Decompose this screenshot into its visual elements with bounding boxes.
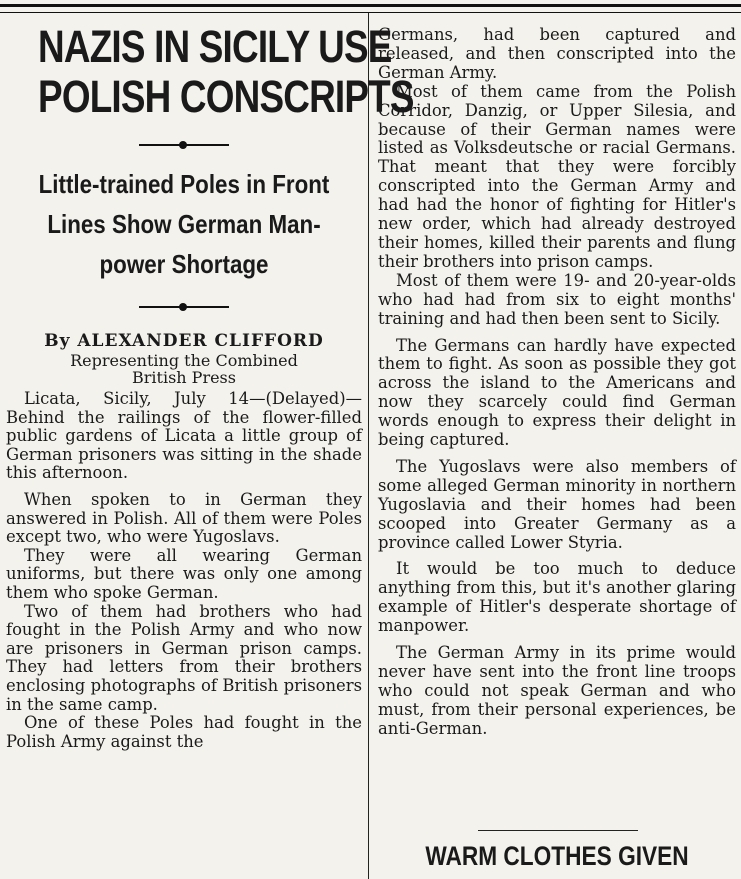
credit-line-1: Representing the Combined bbox=[70, 351, 298, 370]
section-rule bbox=[478, 830, 638, 831]
right-column bbox=[378, 26, 736, 739]
subhead-line-3: power Shortage bbox=[99, 249, 269, 279]
subhead-line-2: Lines Show German Man- bbox=[47, 209, 321, 239]
top-rule bbox=[0, 4, 741, 13]
column-divider bbox=[368, 13, 369, 879]
headline-line-1: NAZIS IN SICILY USE bbox=[38, 21, 392, 72]
left-column bbox=[6, 21, 414, 751]
paragraph: It would be too much to deduce anything from this, but it's another glaring example of Hitler's desperate shortage of manpower. bbox=[378, 559, 736, 636]
next-article-headline: WARM CLOTHES GIVEN bbox=[425, 841, 689, 871]
paragraph: Two of them had brothers who had fought in the Polish Army and who now are prisoners in German prison camps. They had letters from their brothers enclosing photographs of British prisoners in the same camp. bbox=[6, 601, 362, 714]
paragraph: Most of them came from the Polish Corridor, Danzig, or Upper Silesia, and because of their German names were listed as Volksdeutsche or racial Germans. That meant that they were forcibly conscripted into the German Army and had had the honor of fighting for Hitler's new order, which had already destroyed their homes, killed their parents and flung their brothers into prison camps. bbox=[378, 81, 736, 271]
paragraph: They were all wearing German uniforms, but there was only one among them who spoke German. bbox=[6, 545, 362, 602]
paragraph: The German Army in its prime would never have sent into the front line troops who could not speak German and who must, from their personal experiences, be anti-German. bbox=[378, 643, 736, 738]
paragraph: Licata, Sicily, July 14—(Delayed)—Behind the railings of the flower-filled public gardens of Licata a little group of German prisoners was sitting in the shade this afternoon. bbox=[6, 389, 362, 483]
paragraph: Most of them were 19- and 20-year-olds who had had from six to eight months' training and had then been sent to Sicily. bbox=[378, 270, 736, 328]
paragraph: One of these Poles had fought in the Polish Army against the bbox=[6, 713, 362, 751]
headline-line-2: POLISH CONSCRIPTS bbox=[38, 71, 414, 122]
paragraph: The Yugoslavs were also members of some alleged German minority in northern Yugoslavia and their homes had been scooped into Greater Germany as a province called Lower Styria. bbox=[378, 456, 736, 552]
credit-line-2: British Press bbox=[132, 368, 236, 387]
paragraph: Germans, had been captured and released, and then conscripted into the German Army. bbox=[378, 25, 736, 82]
subhead-line-1: Little-trained Poles in Front bbox=[38, 169, 330, 199]
subhead-divider bbox=[139, 306, 229, 308]
paragraph: The Germans can hardly have expected them to fight. As soon as possible they got across the island to the Americans and now they scarcely could find German words enough to express their delight in being captured. bbox=[378, 335, 736, 450]
paragraph: When spoken to in German they answered in Polish. All of them were Poles except two, who were Yugoslavs. bbox=[6, 489, 362, 547]
headline-divider bbox=[139, 144, 229, 146]
byline: By ALEXANDER CLIFFORD bbox=[44, 331, 324, 351]
